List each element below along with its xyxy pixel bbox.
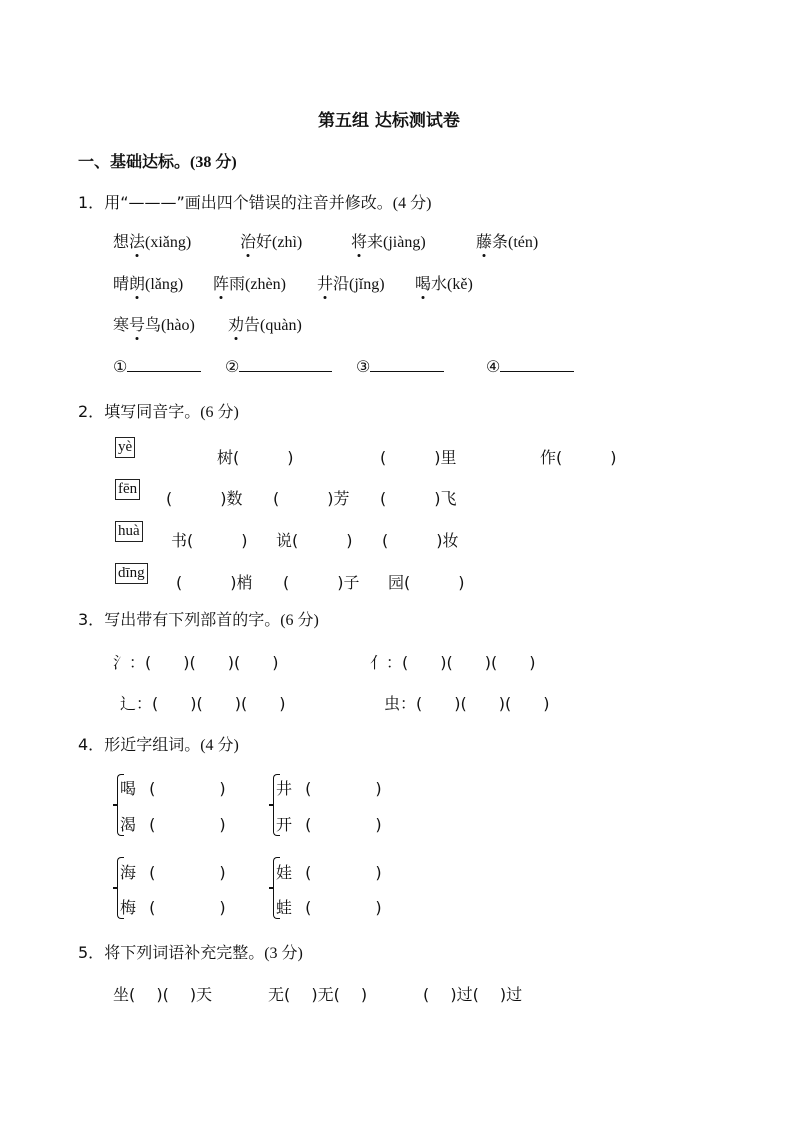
pinyin-box: huà	[115, 521, 143, 542]
q1-item: 晴朗(lǎng)	[113, 271, 183, 294]
pinyin-box: yè	[115, 437, 135, 458]
word-pair-item[interactable]: 蛙 ( )	[276, 898, 382, 917]
section-heading	[78, 149, 237, 172]
pinyin: (lǎng)	[145, 276, 184, 293]
dotted-char: 阵	[213, 271, 229, 294]
word-pair-item[interactable]: 渴 ( )	[120, 815, 226, 834]
pinyin: (kě)	[447, 276, 473, 293]
word-pair-item[interactable]: 梅 ( )	[120, 898, 226, 917]
dotted-char: 井	[317, 271, 333, 294]
fill-blank[interactable]: ( )芳	[273, 489, 350, 508]
idiom-blank[interactable]: 坐( )( )天	[113, 985, 213, 1004]
question-3-heading: 3．写出带有下列部首的字。(6 分)	[78, 610, 319, 629]
dotted-char: 劝	[228, 312, 244, 335]
pinyin: (zhì)	[272, 234, 303, 251]
q1-item: 阵雨(zhèn)	[213, 271, 286, 294]
q1-item: 将来(jiàng)	[351, 229, 426, 252]
question-text: 形近字组词。	[104, 735, 201, 754]
radical-row[interactable]: 虫：( )( )( )	[384, 694, 550, 713]
question-5-heading: 5．将下列词语补充完整。(3 分)	[78, 943, 303, 962]
word-pair-item[interactable]: 娃 ( )	[276, 863, 382, 882]
fill-blank[interactable]: ( )梢	[176, 573, 253, 592]
question-1-heading	[78, 190, 431, 213]
fill-blank[interactable]: ( )飞	[380, 489, 457, 508]
question-text: 写出带有下列部首的字。	[104, 610, 281, 629]
page-title: 第五组 达标测试卷	[318, 111, 460, 131]
fill-blank[interactable]: 作( )	[540, 448, 617, 467]
answer-blank-1[interactable]: ①	[113, 357, 201, 377]
word-pair-item[interactable]: 海 ( )	[120, 863, 226, 882]
idiom-blank[interactable]: ( )过( )过	[423, 985, 523, 1004]
dotted-char: 将	[351, 229, 367, 252]
q1-item: 藤条(tén)	[476, 229, 538, 252]
radical-row[interactable]: 氵：( )( )( )	[113, 653, 279, 672]
pinyin: (jǐng)	[349, 276, 385, 293]
section-score: (38 分)	[190, 154, 237, 171]
pinyin-box: dīng	[115, 563, 148, 584]
question-4-heading: 4．形近字组词。(4 分)	[78, 735, 239, 754]
fill-blank[interactable]: ( )妆	[382, 531, 459, 550]
question-text: 将下列词语补充完整。	[104, 943, 265, 962]
dotted-char: 喝	[415, 271, 431, 294]
question-score: (3 分)	[264, 945, 303, 962]
q1-item: 治好(zhì)	[240, 229, 302, 252]
q1-item: 喝水(kě)	[415, 271, 473, 294]
question-2-heading: 2．填写同音字。(6 分)	[78, 402, 239, 421]
answer-blank-3[interactable]: ③	[356, 357, 444, 377]
pinyin: (xiǎng)	[145, 234, 192, 251]
pinyin: (tén)	[508, 234, 539, 251]
pinyin: (quàn)	[260, 317, 302, 334]
answer-blank-2[interactable]: ②	[225, 357, 332, 377]
fill-blank[interactable]: 园( )	[388, 573, 465, 592]
fill-blank[interactable]: 树( )	[217, 448, 294, 467]
q1-item: 寒号鸟(hào)	[113, 312, 195, 335]
dotted-char: 号	[129, 312, 145, 335]
pinyin: (hào)	[161, 317, 195, 334]
q1-item: 想法(xiǎng)	[113, 229, 191, 252]
question-score: (4 分)	[392, 195, 432, 212]
dotted-char: 法	[129, 229, 145, 252]
radical-row[interactable]: 亻：( )( )( )	[370, 653, 536, 672]
section-label: 一、基础达标。	[78, 152, 191, 171]
word-pair-item[interactable]: 喝 ( )	[120, 779, 226, 798]
question-score: (6 分)	[200, 404, 239, 421]
question-text: 用“———”画出四个错误的注音并修改。	[104, 193, 393, 212]
pinyin: (jiàng)	[383, 234, 426, 251]
question-score: (6 分)	[280, 612, 319, 629]
dotted-char: 治	[240, 229, 256, 252]
radical-row[interactable]: 辶：( )( )( )	[120, 694, 286, 713]
q1-item: 劝告(quàn)	[228, 312, 302, 335]
fill-blank[interactable]: 说( )	[276, 531, 353, 550]
fill-blank[interactable]: 书( )	[171, 531, 248, 550]
answer-blank-4[interactable]: ④	[486, 357, 574, 377]
pinyin: (zhèn)	[245, 276, 286, 293]
question-score: (4 分)	[200, 737, 239, 754]
q1-item: 井沿(jǐng)	[317, 271, 385, 294]
word-pair-item[interactable]: 井 ( )	[276, 779, 382, 798]
dotted-char: 藤	[476, 229, 492, 252]
pinyin-box: fēn	[115, 479, 140, 500]
fill-blank[interactable]: ( )数	[166, 489, 243, 508]
question-text: 填写同音字。	[104, 402, 201, 421]
fill-blank[interactable]: ( )里	[380, 448, 457, 467]
word-pair-item[interactable]: 开 ( )	[276, 815, 382, 834]
question-number: 1．	[78, 193, 105, 212]
idiom-blank[interactable]: 无( )无( )	[268, 985, 368, 1004]
dotted-char: 朗	[129, 271, 145, 294]
fill-blank[interactable]: ( )子	[283, 573, 360, 592]
